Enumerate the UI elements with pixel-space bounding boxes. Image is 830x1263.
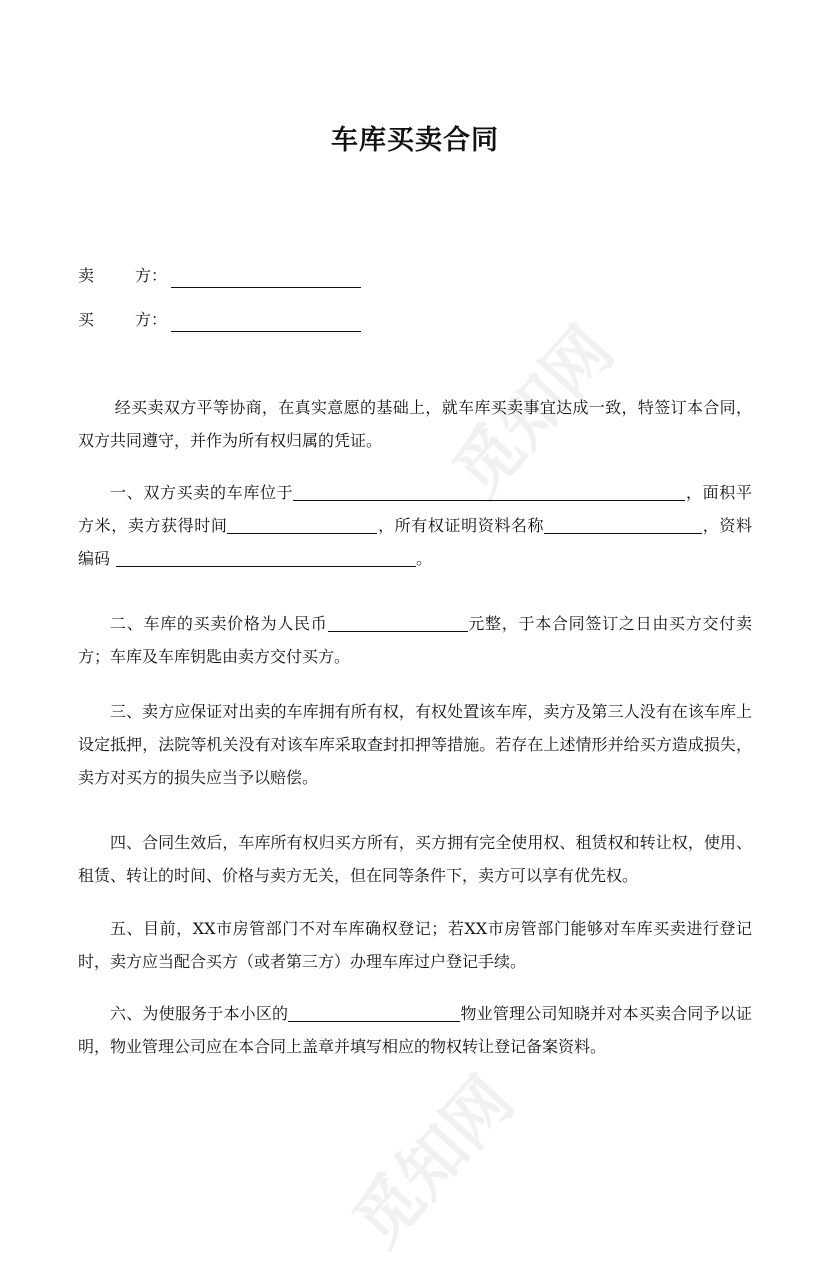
clause-5 [78, 912, 752, 978]
ownership-doc-name-blank[interactable] [544, 513, 702, 534]
clause-1-text-a: 一、双方买卖的车库位于 [110, 483, 294, 502]
acquire-time-blank[interactable] [227, 513, 377, 534]
seller-blank[interactable] [171, 269, 361, 288]
clause-1 [78, 476, 752, 575]
clause-1-text-b: ，面积平方米，卖方获得时间 [78, 483, 752, 535]
clause-2-text-a: 二、车库的买卖价格为人民币 [110, 614, 328, 633]
seller-label: 方： [135, 266, 168, 285]
clause-1-text-c: ，所有权证明资料名称 [377, 516, 545, 535]
watermark: 觅知网 [438, 312, 629, 511]
doc-code-blank[interactable] [116, 546, 416, 567]
clause-3 [78, 695, 752, 794]
clause-3-text: 三、卖方应保证对出卖的车库拥有所有权，有权处置该车库，卖方及第三人没有在该车库上设定抵押，法院等机关没有对该车库采取查封扣押等措施。若存在上述情形并给买方造成损失，卖方对买方的损失应当予以赔偿。 [78, 702, 752, 787]
watermark-bottom: 觅知网 [338, 1062, 529, 1261]
clause-6-text-a: 六、为使服务于本小区的 [110, 1004, 289, 1023]
clause-1-text-d: ，资料编码 [78, 516, 752, 568]
buyer-label: 方： [135, 310, 168, 329]
buyer-blank[interactable] [171, 313, 361, 332]
location-blank[interactable] [293, 480, 685, 501]
buyer-label-char: 买 [78, 310, 95, 329]
seller-line [78, 264, 361, 288]
clause-6 [78, 997, 752, 1063]
preamble [78, 391, 752, 457]
document-title: 车库买卖合同 [331, 125, 499, 156]
clause-2 [78, 607, 752, 673]
clause-6-text-b: 物业管理公司知晓并对本买卖合同予以证明，物业管理公司应在本合同上盖章并填写相应的物权转让登记备案资料。 [78, 1004, 752, 1056]
clause-5-text: 五、目前，XX市房管部门不对车库确权登记；若XX市房管部门能够对车库买卖进行登记时，卖方应当配合买方（或者第三方）办理车库过户登记手续。 [78, 919, 752, 971]
clause-4-text: 四、合同生效后，车库所有权归买方所有，买方拥有完全使用权、租赁权和转让权，使用、租赁、转让的时间、价格与卖方无关，但在同等条件下，卖方可以享有优先权。 [78, 833, 752, 885]
property-company-blank[interactable] [288, 1001, 460, 1022]
buyer-line [78, 308, 361, 332]
clause-4 [78, 826, 752, 892]
preamble-text: 经买卖双方平等协商，在真实意愿的基础上，就车库买卖事宜达成一致，特签订本合同，双方共同遵守，并作为所有权归属的凭证。 [78, 398, 752, 450]
clause-1-text-e: 。 [416, 549, 433, 568]
seller-label-char: 卖 [78, 266, 95, 285]
price-blank[interactable] [328, 611, 468, 632]
clause-2-text-b: 元整，于本合同签订之日由买方交付卖方；车库及车库钥匙由卖方交付买方。 [78, 614, 752, 666]
